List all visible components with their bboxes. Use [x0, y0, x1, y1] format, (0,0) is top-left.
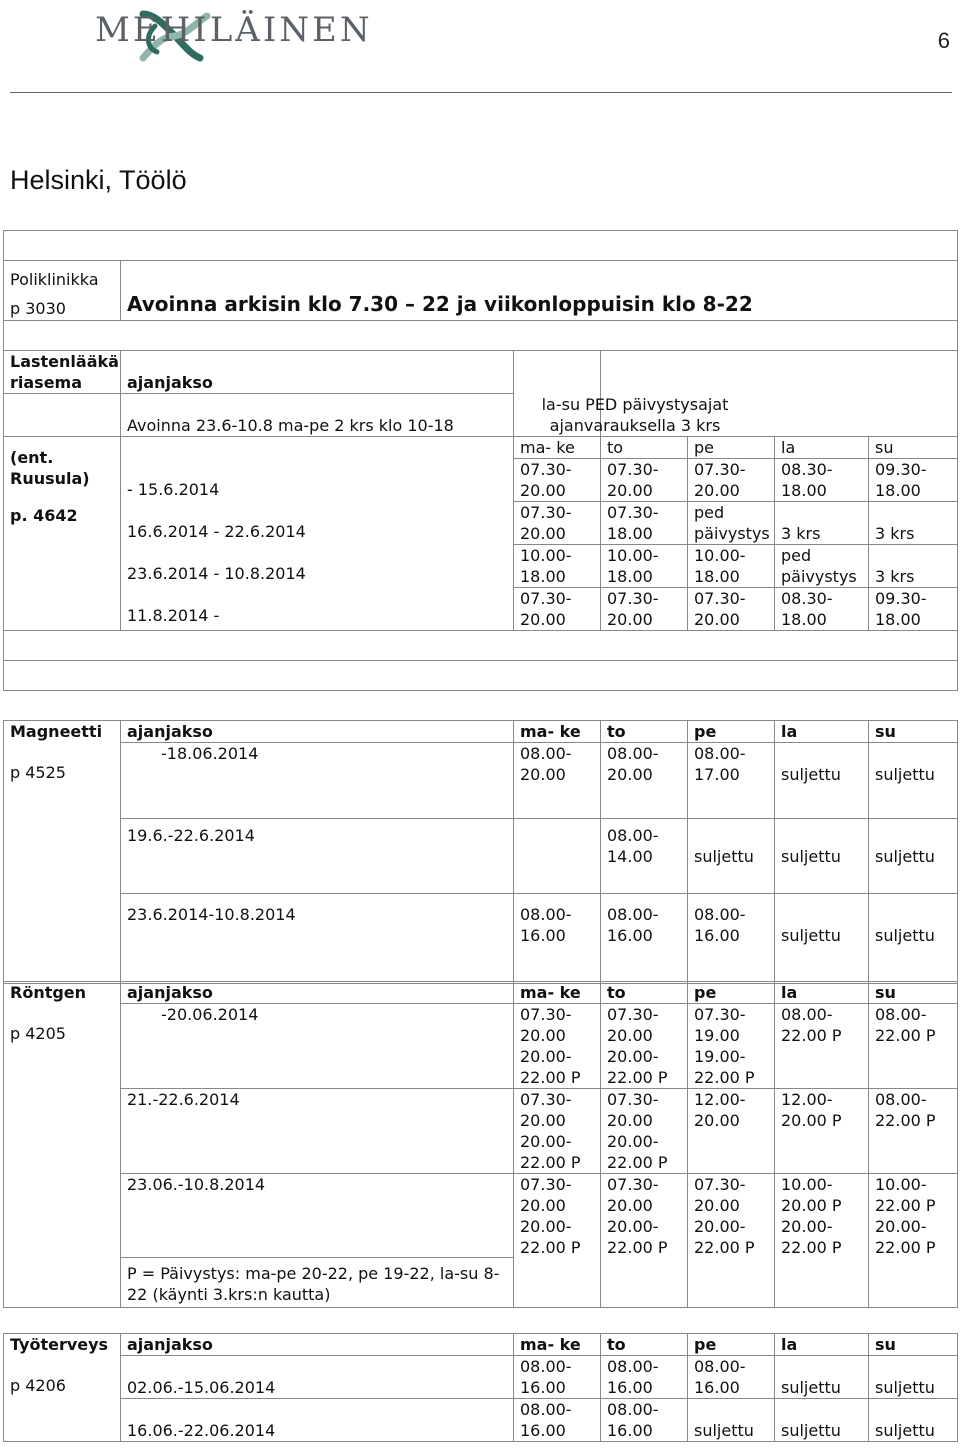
page-number: 6 — [937, 28, 950, 53]
hours-cell: 08.00- 16.00 — [601, 1399, 688, 1442]
hours-cell: 10.00- 18.00 — [601, 544, 688, 587]
hours-cell: 07.30- 20.00 20.00- 22.00 P — [514, 1174, 601, 1308]
day-header: la — [775, 1334, 869, 1356]
rontgen-phone: p 4205 — [10, 1024, 66, 1043]
day-header: to — [601, 1334, 688, 1356]
hours-cell: suljettu — [688, 1399, 775, 1442]
hours-cell: 08.00- 16.00 — [514, 1399, 601, 1442]
hours-cell: suljettu — [869, 819, 958, 894]
lastenlaakari-label: Lastenlääkä riasema — [4, 351, 121, 394]
hours-cell: suljettu — [869, 894, 958, 984]
hours-cell: 12.00- 20.00 P — [775, 1089, 869, 1174]
hours-cell: suljettu — [775, 1356, 869, 1399]
day-header: ma- ke — [514, 436, 601, 458]
period-item: 21.-22.6.2014 — [121, 1089, 514, 1174]
hours-cell: 08.00- 17.00 — [688, 743, 775, 819]
hours-cell: 08.00- 20.00 — [514, 743, 601, 819]
lastenlaakari-side-cell — [4, 436, 121, 630]
hours-cell: 08.00- 22.00 P — [869, 1089, 958, 1174]
hours-cell: 08.00- 16.00 — [514, 1356, 601, 1399]
hours-cell: 07.30- 20.00 20.00- 22.00 P — [601, 1089, 688, 1174]
poliklinikka-label: Poliklinikka — [10, 270, 99, 289]
hours-cell: 08.00- 16.00 — [688, 1356, 775, 1399]
hours-cell: 09.30- 18.00 — [869, 587, 958, 630]
hours-cell: 08.30- 18.00 — [775, 458, 869, 501]
hours-cell: 08.00- 16.00 — [601, 894, 688, 984]
poliklinikka-hours: Avoinna arkisin klo 7.30 – 22 ja viikonloppuisin klo 8-22 — [127, 292, 753, 316]
hours-cell — [514, 819, 601, 894]
poliklinikka-table — [3, 230, 958, 351]
hours-cell: 09.30- 18.00 — [869, 458, 958, 501]
hours-cell: 08.00- 16.00 — [688, 894, 775, 984]
empty-cell — [4, 394, 121, 437]
period-item: -20.06.2014 — [121, 1004, 514, 1089]
hours-cell: ped päivystys — [775, 544, 869, 587]
hours-cell: 07.30- 19.00 19.00- 22.00 P — [688, 1004, 775, 1089]
day-header: to — [601, 721, 688, 743]
hours-cell: 08.00- 16.00 — [601, 1356, 688, 1399]
hours-cell: 07.30- 20.00 20.00- 22.00 P — [688, 1174, 775, 1308]
hours-cell: 10.00- 20.00 P 20.00- 22.00 P — [775, 1174, 869, 1308]
hours-cell: 07.30- 20.00 — [601, 458, 688, 501]
spacer-row — [4, 630, 958, 660]
hours-cell: 07.30- 20.00 20.00- 22.00 P — [601, 1004, 688, 1089]
day-header: su — [869, 1334, 958, 1356]
lastenlaakari-former-name: (ent. Ruusula) — [10, 447, 90, 488]
ped-note: la-su PED päivystysajat ajanvarauksella 3 krs — [541, 394, 729, 435]
period-item: 23.6.2014-10.8.2014 — [121, 894, 514, 984]
col-period-header: ajanjakso — [121, 982, 514, 1004]
header-divider — [10, 92, 952, 93]
day-header: su — [869, 982, 958, 1004]
open-note: Avoinna 23.6-10.8 ma-pe 2 krs klo 10-18 — [121, 394, 514, 437]
tyoterveys-table — [3, 1333, 958, 1442]
hours-cell: 07.30- 18.00 — [601, 501, 688, 544]
spacer-row — [4, 321, 958, 351]
lastenlaakari-phone: p. 4642 — [10, 505, 78, 525]
poliklinikka-hours-cell — [121, 261, 958, 321]
hours-cell: 3 krs — [775, 501, 869, 544]
hours-cell: suljettu — [869, 1356, 958, 1399]
hours-cell: 10.00- 18.00 — [514, 544, 601, 587]
day-header: pe — [688, 721, 775, 743]
hours-cell: suljettu — [775, 1399, 869, 1442]
poliklinikka-label-cell — [4, 261, 121, 321]
rontgen-table — [3, 981, 958, 1308]
day-header: ma- ke — [514, 721, 601, 743]
hours-cell: 10.00- 18.00 — [688, 544, 775, 587]
hours-cell: suljettu — [775, 743, 869, 819]
day-header: la — [775, 436, 869, 458]
day-header: ma- ke — [514, 1334, 601, 1356]
hours-cell: 07.30- 20.00 — [514, 458, 601, 501]
col-period-header: ajanjakso — [121, 1334, 514, 1356]
empty-cell — [514, 351, 601, 394]
spacer-row — [4, 231, 958, 261]
hours-cell: 08.00- 14.00 — [601, 819, 688, 894]
period-item: 11.8.2014 - — [127, 605, 220, 625]
hours-cell: 10.00- 22.00 P 20.00- 22.00 P — [869, 1174, 958, 1308]
day-header: la — [775, 721, 869, 743]
hours-cell: suljettu — [688, 819, 775, 894]
day-header: pe — [688, 436, 775, 458]
day-header: su — [869, 721, 958, 743]
hours-cell: suljettu — [869, 743, 958, 819]
hours-cell: 08.00- 20.00 — [601, 743, 688, 819]
hours-cell: 3 krs — [869, 501, 958, 544]
day-header: ma- ke — [514, 982, 601, 1004]
day-header: la — [775, 982, 869, 1004]
tyoterveys-label: Työterveys — [10, 1335, 109, 1354]
tyoterveys-phone: p 4206 — [10, 1376, 66, 1395]
hours-cell: ped päivystys — [688, 501, 775, 544]
magneetti-table — [3, 720, 958, 984]
rontgen-side-cell — [4, 982, 121, 1308]
hours-cell: suljettu — [869, 1399, 958, 1442]
period-item: -18.06.2014 — [121, 743, 514, 819]
hours-cell: suljettu — [775, 819, 869, 894]
poliklinikka-phone: p 3030 — [10, 299, 66, 318]
period-item: 16.6.2014 - 22.6.2014 — [127, 521, 306, 541]
period-list — [121, 436, 514, 630]
hours-cell: 07.30- 20.00 — [514, 501, 601, 544]
hours-cell: 08.00- 22.00 P — [869, 1004, 958, 1089]
period-item: 23.06.-10.8.2014 — [121, 1174, 514, 1258]
day-header: to — [601, 982, 688, 1004]
rontgen-footnote: P = Päivystys: ma-pe 20-22, pe 19-22, la-su 8-22 (käynti 3.krs:n kautta) — [121, 1258, 514, 1308]
spacer-row — [4, 660, 958, 690]
ped-note-cell — [541, 394, 958, 437]
col-period-header: ajanjakso — [121, 721, 514, 743]
rontgen-label: Röntgen — [10, 983, 87, 1002]
period-item: 19.6.-22.6.2014 — [121, 819, 514, 894]
hours-cell: 07.30- 20.00 20.00- 22.00 P — [601, 1174, 688, 1308]
period-item: 02.06.-15.06.2014 — [121, 1356, 514, 1399]
magneetti-phone: p 4525 — [10, 763, 66, 782]
period-item: 16.06.-22.06.2014 — [121, 1399, 514, 1442]
day-header: to — [601, 436, 688, 458]
hours-cell: 07.30- 20.00 — [688, 458, 775, 501]
hours-cell: 07.30- 20.00 20.00- 22.00 P — [514, 1004, 601, 1089]
hours-cell: 07.30- 20.00 — [688, 587, 775, 630]
lastenlaakari-table — [3, 350, 958, 691]
col-period-header: ajanjakso — [121, 351, 514, 394]
hours-cell: 08.00- 16.00 — [514, 894, 601, 984]
hours-cell: 08.30- 18.00 — [775, 587, 869, 630]
hours-cell: suljettu — [775, 894, 869, 984]
hours-cell: 07.30- 20.00 20.00- 22.00 P — [514, 1089, 601, 1174]
brand-name: MEHILÄINEN — [95, 10, 373, 50]
hours-cell: 12.00- 20.00 — [688, 1089, 775, 1174]
hours-cell: 3 krs — [869, 544, 958, 587]
hours-cell: 08.00- 22.00 P — [775, 1004, 869, 1089]
day-header: pe — [688, 982, 775, 1004]
magneetti-side-cell — [4, 721, 121, 984]
day-header: su — [869, 436, 958, 458]
page-title: Helsinki, Töölö — [10, 165, 187, 195]
magneetti-label: Magneetti — [10, 722, 103, 741]
period-item: 23.6.2014 - 10.8.2014 — [127, 563, 306, 583]
tyoterveys-side-cell — [4, 1334, 121, 1442]
empty-cell — [601, 351, 958, 394]
day-header: pe — [688, 1334, 775, 1356]
hours-cell: 07.30- 20.00 — [514, 587, 601, 630]
hours-cell: 07.30- 20.00 — [601, 587, 688, 630]
period-item: - 15.6.2014 — [127, 479, 220, 499]
